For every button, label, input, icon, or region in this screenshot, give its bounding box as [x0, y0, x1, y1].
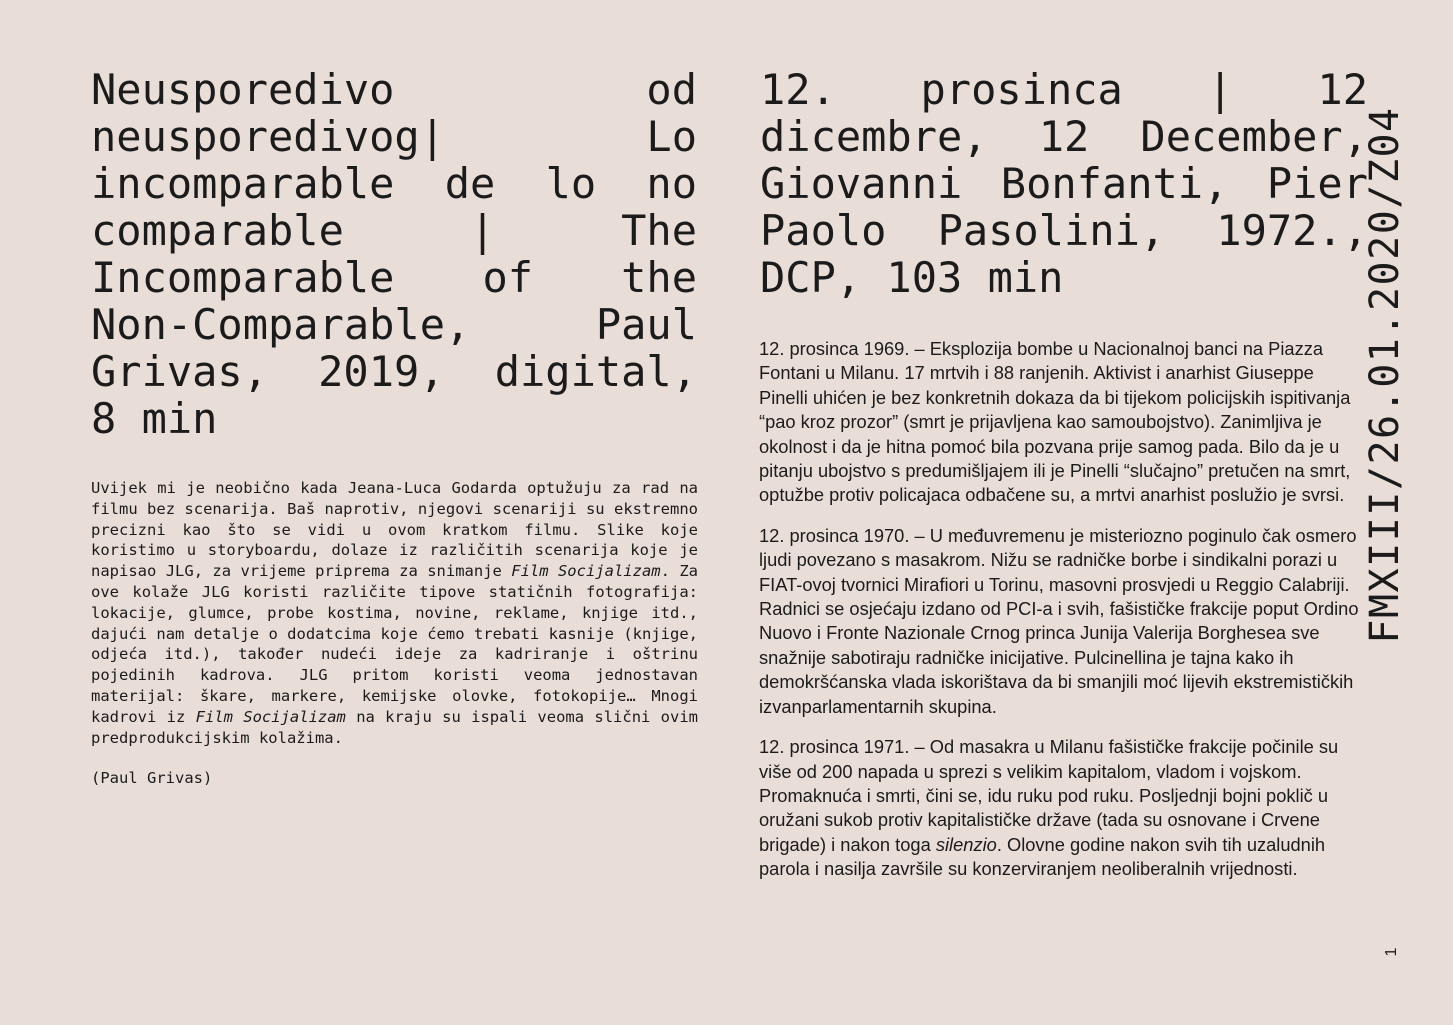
description-text-3: na kraju su ispali veoma slični ovim predprodukcijskim kolažima.	[91, 707, 699, 747]
author-credit: (Paul Grivas)	[91, 769, 213, 788]
film-reference: Film Socijalizam	[195, 707, 346, 726]
paragraph-1970: 12. prosinca 1970. – U međuvremenu je misteriozno poginulo čak osmero ljudi povezano s masakrom. Nižu se radničke borbe i sindikalni porazi u FIAT-ovoj tvornici Mirafiori u Torinu, masovni prosvjedi u Reggio Calabriji. Radnici se osjećaju izdano od PCI-a i svih, fašističke frakcije poput Ordino Nuovo i Fronte Nazionale Crnog princa Junija Valerija Borghesea sve snažnije sabotiraju radničke inicijative. Pulcinellina je tajna kako ih demokršćanska vlada iskorištava da bi smanjili moć lijevih ekstremističkih izvanparlamentarnih skupina.	[759, 524, 1359, 717]
program-code-sidebar	[1363, 70, 1407, 680]
program-code: FMXIII/26.01.2020/Z04	[1362, 106, 1408, 644]
paragraph-1971-text-b: . Olovne godine nakon svih tih uzaludnih parola i nasilja završile su konzerviranjem neoliberalnih vrijednosti.	[759, 833, 1326, 880]
film-description-left	[91, 478, 698, 789]
paragraph-1969: 12. prosinca 1969. – Eksplozija bombe u Nacionalnoj banci na Piazza Fontani u Milanu. 17 mrtvih i 88 ranjenih. Aktivist i anarhist Giuseppe Pinelli uhićen je bez konkretnih dokaza da bi tijekom policijskih ispitivanja “pao kroz prozor” (smrt je prijavljena kao samoubojstvo). Zanimljiva je okolnost i da je hitna pomoć bila pozvana prije samog pada. Bilo da je u pitanju ubojstvo s predumišljajem ili je Pinelli “slučajno” pretučen na smrt, optužbe protiv policajaca odbačene su, a mrtvi anarhist poslužio je svrsi.	[759, 338, 1351, 506]
paragraph-1971-text-a: 12. prosinca 1971. – Od masakra u Milanu fašističke frakcije počinile su više od 200 napada u sprezi s velikim kapitalom, vladom i vojskom. Promaknuća i smrti, čini se, idu ruku pod ruku. Posljednji bojni poklič u oružani sukob protiv kapitalističke države (tada su osnovane i Crvene brigade) i nakon toga	[759, 736, 1339, 855]
paragraph-1971	[759, 735, 1359, 881]
page-number-text: 1	[1383, 947, 1400, 957]
description-text-1: Uvijek mi je neobično kada Jeana-Luca Godarda optužuju za rad na filmu bez scenarija. Baš naprotiv, njegovi scenariji su ekstremno precizni kao što se vidi u ovom kratkom filmu. Slike koje koristimo u storyboardu, dolaze iz različitih scenarija koje je napisao JLG, za vrijeme priprema za snimanje	[91, 479, 698, 581]
description-paragraph	[91, 478, 698, 748]
film-description-right	[759, 337, 1359, 898]
page-number	[1382, 942, 1402, 962]
film-reference: Film Socijalizam	[511, 562, 661, 581]
film-title-left: Neusporedivo od neusporedivog| Lo incomparable de lo no comparable | The Incomparable of the Non-Comparable, Paul Grivas, 2019, digital, 8 min	[91, 65, 697, 443]
film-title-right: 12. prosinca | 12 dicembre, 12 December, Giovanni Bonfanti, Pier Paolo Pasolini, 1972., DCP, 103 min	[760, 65, 1368, 302]
description-text-2: . Za ove kolaže JLG koristi različite tipove statičnih fotografija: lokacije, glumce, probe kostima, novine, reklame, knjige itd., dajući nam detalje o dodatcima koje ćemo trebati kasnije (knjige, odjeća itd.), također nudeći ideje za kadriranje i oštrinu pojedinih kadrova. JLG pritom koristi veoma jednostavan materijal: škare, markere, kemijske olovke, fotokopije… Mnogi kadrovi iz	[91, 562, 698, 726]
italic-term: silenzio	[935, 833, 997, 855]
